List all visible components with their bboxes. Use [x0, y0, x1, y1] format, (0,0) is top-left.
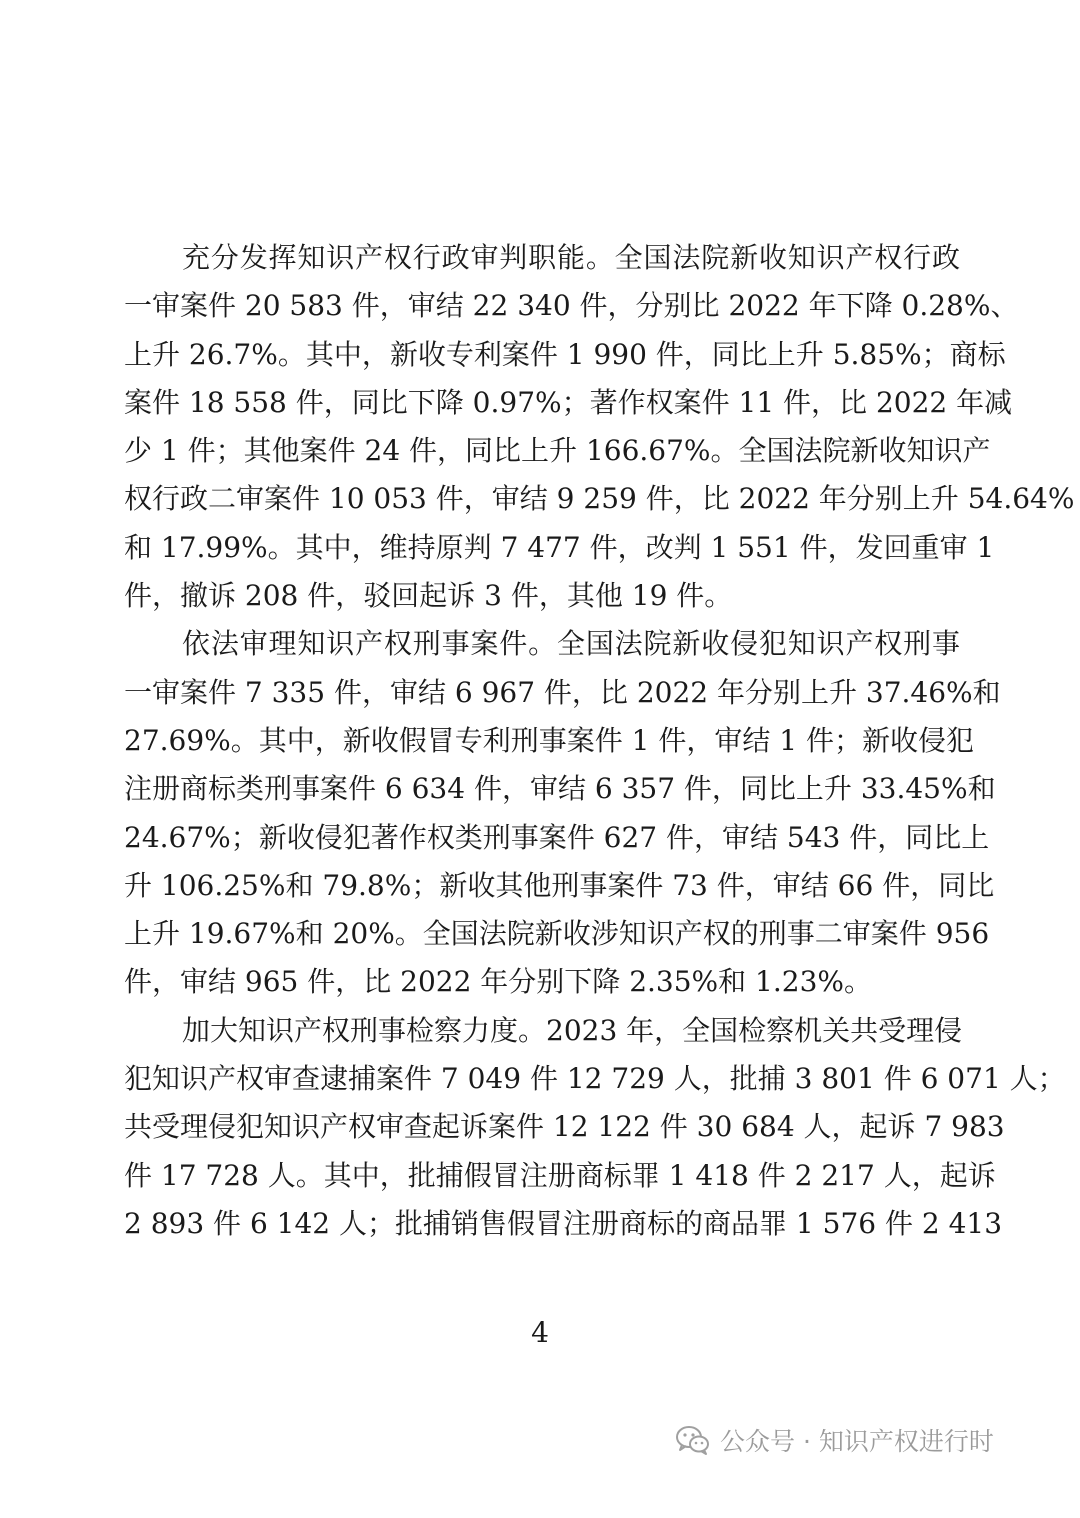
text-line: 升 106.25%和 79.8%；新收其他刑事案件 73 件，审结 66 件，同比	[124, 868, 995, 902]
page-number: 4	[531, 1316, 549, 1349]
text-line: 加大知识产权刑事检察力度。2023 年，全国检察机关共受理侵	[182, 1013, 963, 1047]
wechat-icon	[676, 1425, 710, 1455]
text-line: 和 17.99%。其中，维持原判 7 477 件，改判 1 551 件，发回重审 1	[124, 530, 995, 564]
paragraph	[124, 234, 1075, 620]
text-line: 件 17 728 人。其中，批捕假冒注册商标罪 1 418 件 2 217 人，起诉	[124, 1158, 996, 1192]
text-line: 2 893 件 6 142 人；批捕销售假冒注册商标的商品罪 1 576 件 2 413	[124, 1206, 1003, 1240]
text-line: 上升 26.7%。其中，新收专利案件 1 990 件，同比上升 5.85%；商标	[124, 337, 1006, 371]
text-line: 充分发挥知识产权行政审判职能。全国法院新收知识产权行政	[182, 241, 960, 274]
text-line: 注册商标类刑事案件 6 634 件，审结 6 357 件，同比上升 33.45%和	[124, 772, 996, 806]
text-line: 少 1 件；其他案件 24 件，同比上升 166.67%。全国法院新收知识产	[124, 434, 991, 468]
watermark-text: 公众号 · 知识产权进行时	[720, 1427, 994, 1456]
paragraph	[124, 620, 1001, 1006]
text-line: 共受理侵犯知识产权审查起诉案件 12 122 件 30 684 人，起诉 7 983	[124, 1110, 1005, 1144]
watermark	[676, 1420, 994, 1460]
text-line: 权行政二审案件 10 053 件，审结 9 259 件，比 2022 年分别上升 54.64%	[124, 482, 1075, 516]
text-line: 一审案件 20 583 件，审结 22 340 件，分别比 2022 年下降 0.28%、	[124, 289, 1019, 323]
text-line: 犯知识产权审查逮捕案件 7 049 件 12 729 人，批捕 3 801 件 6 071 人；	[124, 1062, 1066, 1096]
text-line: 27.69%。其中，新收假冒专利刑事案件 1 件，审结 1 件；新收侵犯	[124, 723, 974, 757]
paragraph	[124, 1007, 1066, 1248]
text-line: 件，撤诉 208 件，驳回起诉 3 件，其他 19 件。	[124, 579, 733, 613]
text-line: 上升 19.67%和 20%。全国法院新收涉知识产权的刑事二审案件 956	[124, 917, 990, 951]
text-line: 案件 18 558 件，同比下降 0.97%；著作权案件 11 件，比 2022 年减	[124, 385, 1013, 419]
text-line: 24.67%；新收侵犯著作权类刑事案件 627 件，审结 543 件，同比上	[124, 820, 990, 854]
text-line: 依法审理知识产权刑事案件。全国法院新收侵犯知识产权刑事	[182, 627, 960, 661]
text-line: 件，审结 965 件，比 2022 年分别下降 2.35%和 1.23%。	[124, 965, 873, 999]
body-text	[124, 234, 1075, 1248]
text-line: 一审案件 7 335 件，审结 6 967 件，比 2022 年分别上升 37.46%和	[124, 675, 1001, 709]
